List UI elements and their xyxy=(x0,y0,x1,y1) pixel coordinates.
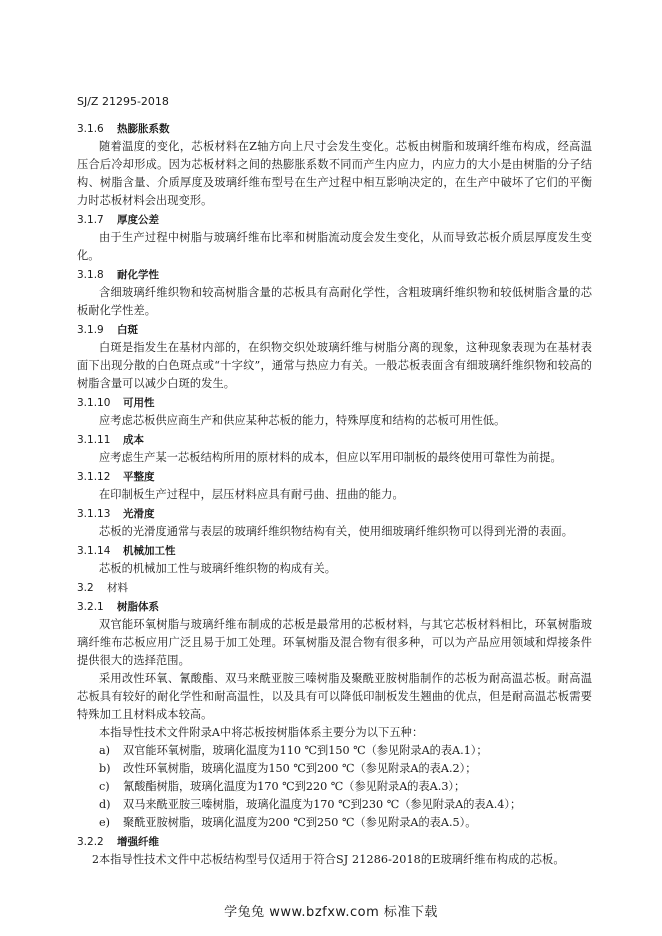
paragraph: 应考虑生产某一芯板结构所用的原材料的成本，但应以军用印制板的最终使用可靠性为前提。 xyxy=(99,451,562,464)
paragraph: 双官能环氧树脂与玻璃纤维布制成的芯板是最常用的芯板材料，与其它芯板材料相比，环氧树脂玻璃纤维布芯板应用广泛且易于加工处理。环氧树脂及混合物有很多种，可以为产品应用领域和焊接条件提供很大的选择范围。 xyxy=(77,618,592,667)
footer-watermark: 学兔兔 www.bzfxw.com 标准下载 xyxy=(224,905,438,920)
paragraph: 应考虑芯板供应商生产和供应某种芯板的能力，特殊厚度和结构的芯板可用性低。 xyxy=(99,414,506,427)
page-number: 2 xyxy=(92,853,99,866)
document-body xyxy=(77,119,592,869)
paragraph: 芯板的光滑度通常与表层的玻璃纤维织物结构有关，使用细玻璃纤维织物可以得到光滑的表面。 xyxy=(99,525,574,538)
section-heading: 3.2.1 树脂体系 xyxy=(77,601,159,613)
list-item: b) 改性环氧树脂，玻璃化温度为150 ℃到200 ℃（参见附录A的表A.2）； xyxy=(99,762,477,775)
section-heading: 3.1.11 成本 xyxy=(77,434,144,446)
list-item: c) 氰酸酯树脂，玻璃化温度为170 ℃到220 ℃（参见附录A的表A.3）； xyxy=(99,780,466,793)
section-heading: 3.1.7 厚度公差 xyxy=(77,214,159,226)
section-heading: 3.1.13 光滑度 xyxy=(77,508,155,520)
list-item: e) 聚酰亚胺树脂，玻璃化温度为200 ℃到250 ℃（参见附录A的表A.5）。 xyxy=(99,816,477,829)
paragraph: 在印制板生产过程中，层压材料应具有耐弓曲、扭曲的能力。 xyxy=(99,488,404,501)
section-heading: 3.1.10 可用性 xyxy=(77,397,155,409)
document-code: SJ/Z 21295-2018 xyxy=(77,95,169,108)
list-item: a) 双官能环氧树脂，玻璃化温度为110 ℃到150 ℃（参见附录A的表A.1）； xyxy=(99,744,488,757)
section-heading: 3.2.2 增强纤维 xyxy=(77,836,159,848)
paragraph: 芯板的机械加工性与玻璃纤维织物的构成有关。 xyxy=(99,562,337,575)
section-heading: 3.1.12 平整度 xyxy=(77,471,155,483)
section-heading: 3.1.9 白斑 xyxy=(77,324,138,336)
resin-list xyxy=(77,742,592,832)
paragraph: 本指导性技术文件中芯板结构型号仅适用于符合SJ 21286-2018的E玻璃纤维布构成的芯板。 xyxy=(99,853,565,866)
section-heading: 3.1.6 热膨胀系数 xyxy=(77,123,170,135)
section-heading: 3.2 材料 xyxy=(77,582,128,594)
paragraph: 由于生产过程中树脂与玻璃纤维布比率和树脂流动度会发生变化，从而导致芯板介质层厚度发生变化。 xyxy=(77,231,592,262)
paragraph: 采用改性环氧、氰酸酯、双马来酰亚胺三嗪树脂及聚酰亚胺树脂制作的芯板为耐高温芯板。耐高温芯板具有较好的耐化学性和耐高温性，以及具有可以降低印制板发生翘曲的优点，但是耐高温芯板需要特殊加工且材料成本较高。 xyxy=(77,672,592,721)
paragraph: 含细玻璃纤维织物和较高树脂含量的芯板具有高耐化学性，含粗玻璃纤维织物和较低树脂含量的芯板耐化学性差。 xyxy=(77,286,592,317)
paragraph: 随着温度的变化，芯板材料在Z轴方向上尺寸会发生变化。芯板由树脂和玻璃纤维布构成，经高温压合后冷却形成。因为芯板材料之间的热膨胀系数不同而产生内应力，内应力的大小是由树脂的分子结构、树脂含量、介质厚度及玻璃纤维布型号在生产过程中相互影响决定的，在生产中破坏了它们的平衡力时芯板材料会出现变形。 xyxy=(77,140,592,207)
list-item: d) 双马来酰亚胺三嗪树脂，玻璃化温度为170 ℃到230 ℃（参见附录A的表A.4）； xyxy=(99,798,522,811)
paragraph: 白斑是指发生在基材内部的，在织物交织处玻璃纤维与树脂分离的现象，这种现象表现为在基材表面下出现分散的白色斑点或“十字纹”，通常与热应力有关。一般芯板表面含有细玻璃纤维织物和较高的树脂含量可以减少白斑的发生。 xyxy=(77,341,592,390)
paragraph: 本指导性技术文件附录A中将芯板按树脂体系主要分为以下五种： xyxy=(99,726,424,739)
section-heading: 3.1.14 机械加工性 xyxy=(77,545,176,557)
section-heading: 3.1.8 耐化学性 xyxy=(77,269,159,281)
